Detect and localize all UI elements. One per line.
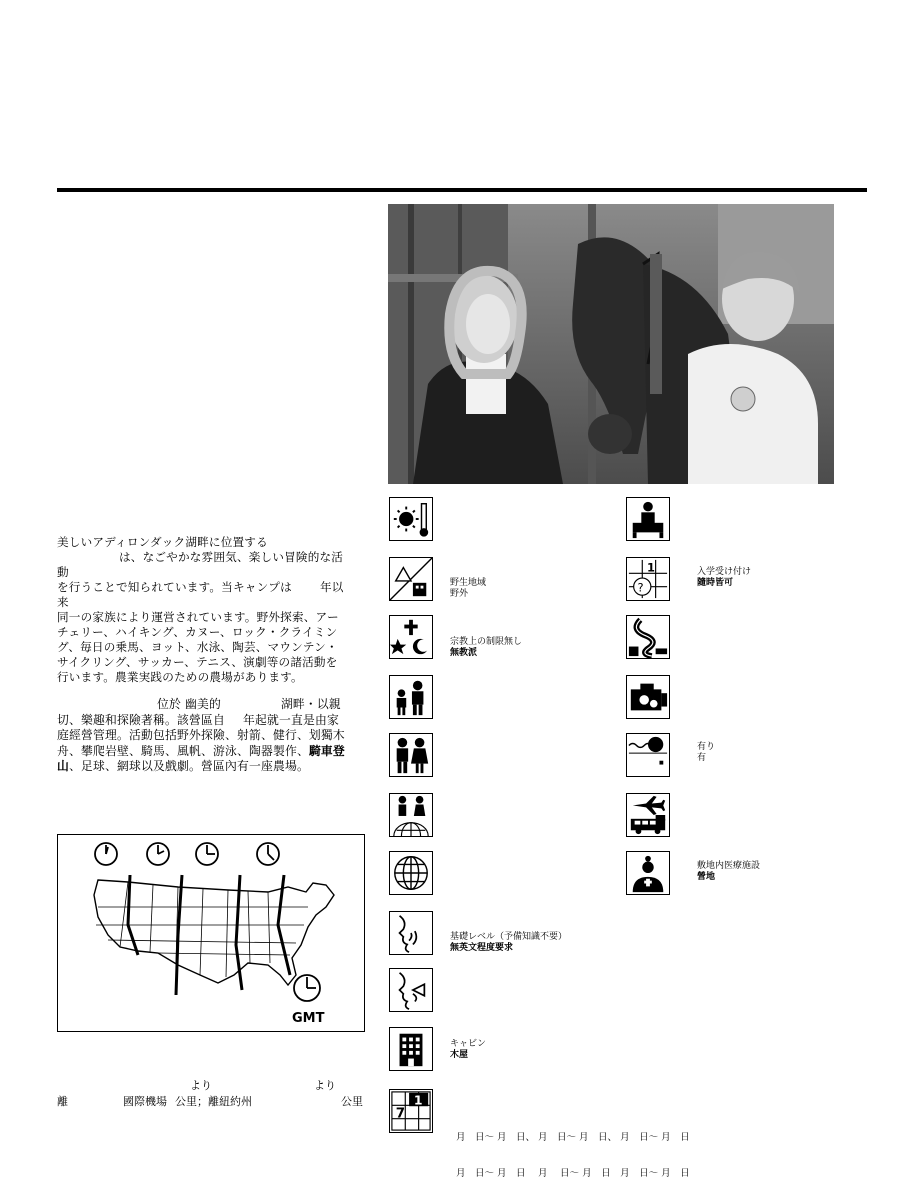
religion-label <box>450 637 522 659</box>
distance-zh-li: 離 <box>57 1095 68 1108</box>
svg-text:7: 7 <box>395 1106 406 1122</box>
age-range-icon <box>626 497 670 541</box>
english-level-icon <box>389 911 433 955</box>
housing-label <box>450 1039 486 1061</box>
english-ja: 基礎レベル（予備知識不要） <box>450 932 568 942</box>
housing-zh: 木屋 <box>450 1050 469 1060</box>
transport-road-icon <box>626 615 670 659</box>
svg-text:1: 1 <box>413 1092 423 1108</box>
description-ja-line2 <box>57 550 349 580</box>
globe-icon <box>389 851 433 895</box>
distance-ja-yori-1: より <box>190 1079 212 1092</box>
timezone-map <box>57 834 365 1032</box>
pacific-clock-icon <box>95 843 117 865</box>
description-zh-d: 年起就一直是由 <box>242 712 327 727</box>
english-label <box>450 932 567 954</box>
gmt-clock-icon <box>294 975 320 1001</box>
laundry-icon <box>626 733 670 777</box>
airport-transfer-icon <box>626 793 670 837</box>
description-ja-line1: 美しいアディロンダック湖畔に位置する <box>57 535 268 549</box>
terrain-label <box>450 578 486 600</box>
session-dates <box>456 1108 690 1192</box>
enrollment-zh: 隨時皆可 <box>697 578 734 588</box>
description-ja-line2-text: は、なごやかな雰囲気、楽しい冒険的な活動 <box>57 550 344 579</box>
distance-zh-airport: 國際機場 <box>123 1095 167 1108</box>
distance-zh-km2: 公里 <box>341 1095 363 1108</box>
housing-ja: キャビン <box>450 1039 487 1049</box>
coed-family-icon <box>389 675 433 719</box>
medical-icon <box>626 851 670 895</box>
laundry-zh: 有 <box>697 753 707 763</box>
laundry-ja: 有り <box>697 742 716 752</box>
camp-photo <box>388 204 834 484</box>
camera-icon <box>626 675 670 719</box>
distance-zh-km: 公里；離紐約州 <box>175 1095 252 1108</box>
camp-description <box>57 535 349 775</box>
religion-icon <box>389 615 433 659</box>
international-campers-icon <box>389 793 433 837</box>
religion-zh: 無教派 <box>450 648 478 658</box>
medical-zh: 營地 <box>697 872 716 882</box>
english-zh: 無英文程度要求 <box>450 943 514 953</box>
boys-girls-icon <box>389 733 433 777</box>
header-rule <box>57 188 867 192</box>
gmt-label: GMT <box>292 1011 325 1026</box>
enrollment-ja: 入学受け付け <box>697 567 752 577</box>
enrollment-label <box>697 567 751 589</box>
description-zh <box>57 697 349 775</box>
housing-icon <box>389 1027 433 1071</box>
distance-ja-yori-2: より <box>314 1079 336 1092</box>
description-ja-line3 <box>57 580 349 610</box>
description-zh-c: 切、樂趣和探險著稱。該營區自 <box>57 712 225 727</box>
terrain-icon <box>389 557 433 601</box>
description-ja-line3a: を行うことで知られています。当キャンプは <box>57 580 292 594</box>
description-ja-rest: 同一の家族により運営されています。野外探索、アーチェリー、ハイキング、カヌー、ロック・クライミング、毎日の乗馬、ヨット、水泳、陶芸、マウンテン・サイクリング、サッカー、テニス、演劇等の諸活動を行います。農業実践のための農場があります。 <box>57 610 339 684</box>
calendar-dates-icon <box>389 1089 433 1133</box>
session-dates-line2: 月 日～ 月 日 月 日～ 月 日 月 日～ 月 日 <box>456 1168 690 1179</box>
central-clock-icon <box>196 843 218 865</box>
session-dates-line1: 月 日～ 月 日、 月 日～ 月 日、 月 日～ 月 日 <box>456 1132 690 1143</box>
svg-text:1: 1 <box>647 560 656 575</box>
svg-text:?: ? <box>637 580 644 595</box>
enrollment-icon <box>626 557 670 601</box>
religion-ja: 宗教上の制限無し <box>450 637 523 647</box>
description-zh-b: 湖畔・以親 <box>280 697 341 711</box>
language-support-icon <box>389 968 433 1012</box>
description-zh-bold: 騎車登山 <box>57 743 345 773</box>
eastern-clock-icon <box>257 843 279 865</box>
medical-ja: 敷地内医療施設 <box>697 861 761 871</box>
description-ja-line3b: 年以来 <box>57 580 344 609</box>
laundry-label <box>697 742 715 764</box>
terrain-zh: 野外 <box>450 589 469 599</box>
medical-label <box>697 861 760 883</box>
distance-info <box>57 1078 367 1110</box>
description-zh-a: 位於 幽美的 <box>157 697 221 711</box>
description-zh-e: 家庭經營管理。活動包括野外探險、射箭、健行、划獨木舟、攀爬岩壁、騎馬、風帆、游泳、陶器製作、 <box>57 712 345 758</box>
terrain-ja: 野生地域 <box>450 578 487 588</box>
climate-icon <box>389 497 433 541</box>
mountain-clock-icon <box>147 843 169 865</box>
description-zh-f: 、足球、網球以及戲劇。營區內有一座農場。 <box>69 759 309 773</box>
